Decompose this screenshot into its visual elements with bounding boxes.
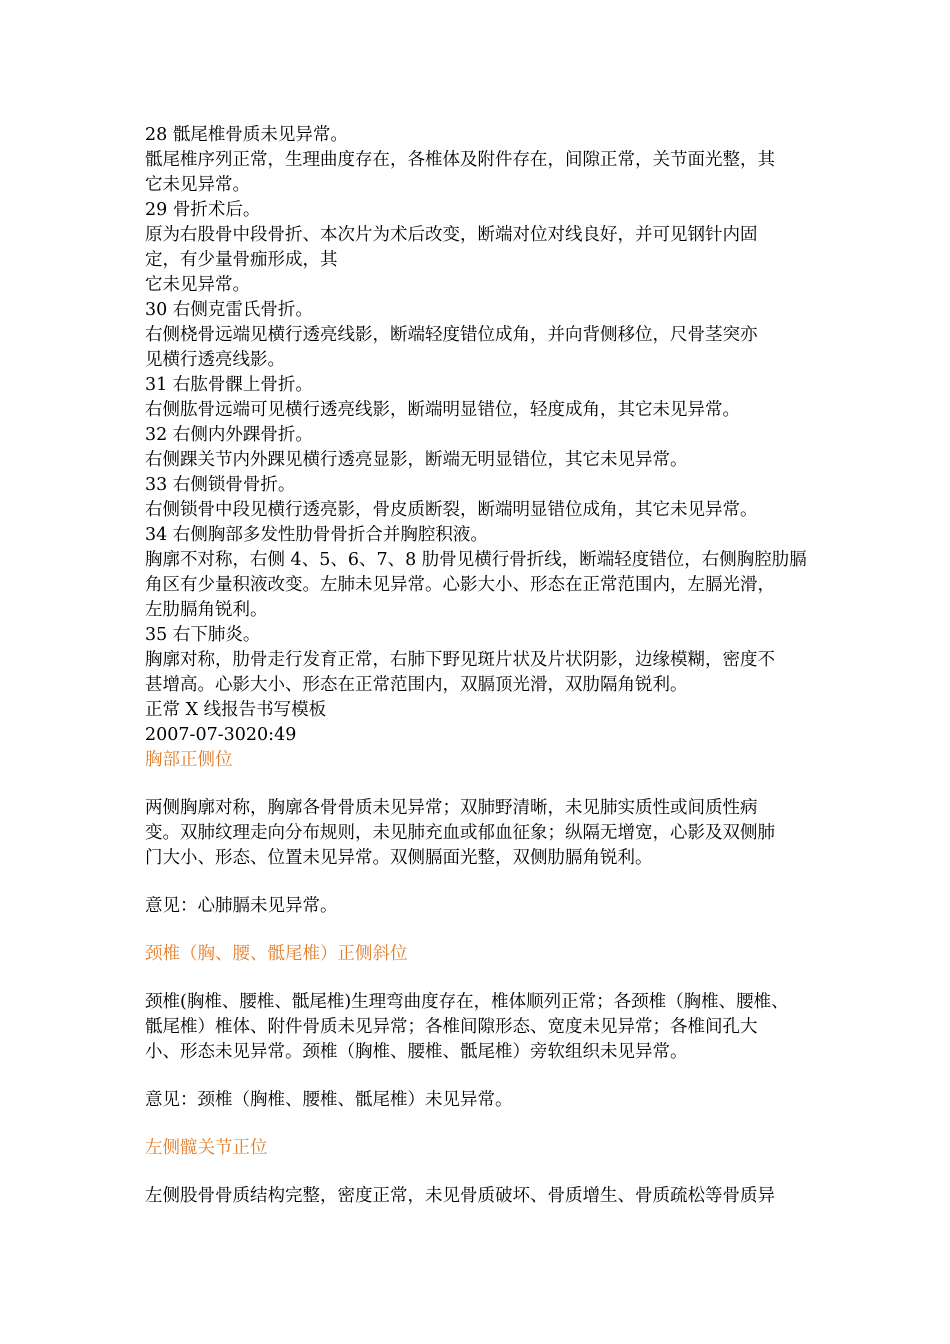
- case-30: [145, 298, 815, 373]
- case-28: [145, 123, 815, 198]
- case-body-line: 胸廓不对称，右侧 4、5、6、7、8 肋骨见横行骨折线，断端轻度错位，右侧胸腔肋膈: [145, 550, 807, 570]
- section-body-line: 门大小、形态、位置未见异常。双侧膈面光整，双侧肋膈角锐利。: [145, 848, 653, 868]
- section-left-hip: [145, 1136, 815, 1209]
- section-opinion: 意见：心肺膈未见异常。: [145, 896, 338, 916]
- section-spine: [145, 942, 815, 1136]
- section-heading: 左侧髋关节正位: [145, 1138, 268, 1158]
- case-body-line: 见横行透亮线影。: [145, 350, 285, 370]
- case-title: 32 右侧内外踝骨折。: [145, 425, 313, 445]
- section-heading: 颈椎（胸、腰、骶尾椎）正侧斜位: [145, 944, 408, 964]
- case-35: [145, 623, 815, 698]
- case-title: 28 骶尾椎骨质未见异常。: [145, 125, 348, 145]
- case-body-line: 右侧踝关节内外踝见横行透亮显影，断端无明显错位，其它未见异常。: [145, 450, 688, 470]
- case-body-line: 它未见异常。: [145, 275, 250, 295]
- case-33: [145, 473, 815, 523]
- case-body-line: 甚增高。心影大小、形态在正常范围内，双膈顶光滑，双肋隔角锐利。: [145, 675, 688, 695]
- section-opinion: 意见：颈椎（胸椎、腰椎、骶尾椎）未见异常。: [145, 1090, 513, 1110]
- case-body-line: 它未见异常。: [145, 175, 250, 195]
- case-title: 34 右侧胸部多发性肋骨骨折合并胸腔积液。: [145, 525, 488, 545]
- case-31: [145, 373, 815, 423]
- case-title: 30 右侧克雷氏骨折。: [145, 300, 313, 320]
- section-body-line: 小、形态未见异常。颈椎（胸椎、腰椎、骶尾椎）旁软组织未见异常。: [145, 1042, 688, 1062]
- case-body-line: 胸廓对称，肋骨走行发育正常，右肺下野见斑片状及片状阴影，边缘模糊，密度不: [145, 650, 775, 670]
- template-title: 正常 X 线报告书写模板: [145, 700, 327, 720]
- section-body-line: 变。双肺纹理走向分布规则，未见肺充血或郁血征象；纵隔无增宽，心影及双侧肺: [145, 823, 775, 843]
- case-34: [145, 523, 815, 623]
- section-body-line: 骶尾椎）椎体、附件骨质未见异常；各椎间隙形态、宽度未见异常；各椎间孔大: [145, 1017, 758, 1037]
- case-32: [145, 423, 815, 473]
- section-body-line: 两侧胸廓对称，胸廓各骨骨质未见异常；双肺野清晰，未见肺实质性或间质性病: [145, 798, 758, 818]
- section-body-line: 颈椎(胸椎、腰椎、骶尾椎)生理弯曲度存在，椎体顺列正常；各颈椎（胸椎、腰椎、: [145, 992, 789, 1012]
- document-page: [145, 123, 815, 1209]
- section-chest: [145, 748, 815, 942]
- case-body-line: 骶尾椎序列正常，生理曲度存在，各椎体及附件存在，间隙正常，关节面光整，其: [145, 150, 775, 170]
- case-title: 29 骨折术后。: [145, 200, 261, 220]
- case-title: 35 右下肺炎。: [145, 625, 261, 645]
- case-body-line: 左肋膈角锐利。: [145, 600, 268, 620]
- case-title: 33 右侧锁骨骨折。: [145, 475, 296, 495]
- case-title: 31 右肱骨髁上骨折。: [145, 375, 313, 395]
- case-body-line: 角区有少量积液改变。左肺未见异常。心影大小、形态在正常范围内，左膈光滑，: [145, 575, 775, 595]
- case-body-line: 右侧肱骨远端可见横行透亮线影，断端明显错位，轻度成角，其它未见异常。: [145, 400, 740, 420]
- template-date: 2007-07-3020:49: [145, 725, 297, 745]
- case-body-line: 右侧锁骨中段见横行透亮影，骨皮质断裂，断端明显错位成角，其它未见异常。: [145, 500, 758, 520]
- case-body-line: 原为右股骨中段骨折、本次片为术后改变，断端对位对线良好，并可见钢针内固: [145, 225, 758, 245]
- case-body-line: 定，有少量骨痂形成，其: [145, 250, 338, 270]
- case-body-line: 右侧桡骨远端见横行透亮线影，断端轻度错位成角，并向背侧移位，尺骨茎突亦: [145, 325, 758, 345]
- case-29: [145, 198, 815, 298]
- section-heading: 胸部正侧位: [145, 750, 233, 770]
- section-body-line: 左侧股骨骨质结构完整，密度正常，未见骨质破坏、骨质增生、骨质疏松等骨质异: [145, 1186, 775, 1206]
